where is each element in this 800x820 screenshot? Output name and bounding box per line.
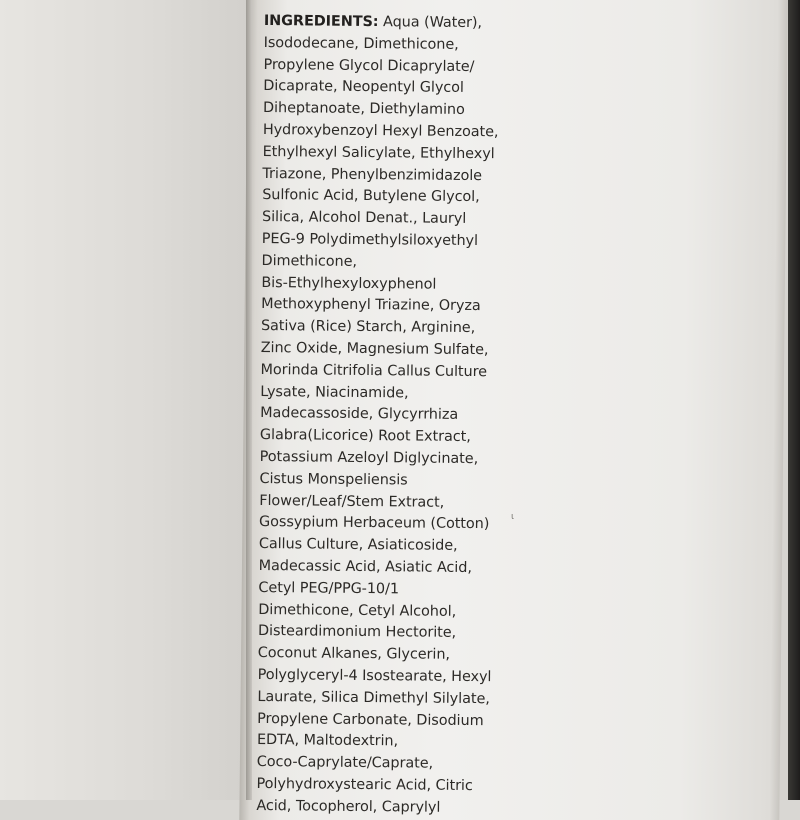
ingredient-line: Diheptanoate, Diethylamino xyxy=(262,100,465,119)
box-left-edge xyxy=(246,0,252,800)
ingredient-line: Propylene Glycol Dicaprylate/ xyxy=(263,56,475,75)
ingredient-line: Laurate, Silica Dimethyl Silylate, xyxy=(257,688,490,707)
ingredients-heading: INGREDIENTS: xyxy=(263,12,379,31)
ingredients-label xyxy=(256,11,554,820)
ingredient-line: Dicaprate, Neopentyl Glycol xyxy=(263,78,464,97)
ingredient-line: Isododecane, Dimethicone, xyxy=(263,34,459,53)
ingredient-line: Methoxyphenyl Triazine, Oryza xyxy=(261,296,481,315)
ingredient-line: Disteardimonium Hectorite, xyxy=(257,623,457,642)
ingredient-line: Glabra(Licorice) Root Extract, xyxy=(259,427,471,446)
ingredient-line: Sativa (Rice) Starch, Arginine, xyxy=(260,318,476,337)
ingredient-line: Cetyl PEG/PPG-10/1 xyxy=(258,579,400,598)
ingredient-line: Silica, Alcohol Denat., Lauryl xyxy=(261,209,467,228)
ingredient-line: Coconut Alkanes, Glycerin, xyxy=(257,645,451,663)
ingredient-line: Callus Culture, Asiaticoside, xyxy=(258,536,458,555)
ingredient-line: Coco-Caprylate/Caprate, xyxy=(256,754,434,772)
ingredient-line: Bis-Ethylhexyloxyphenol xyxy=(261,274,437,293)
background-surface xyxy=(0,0,250,800)
ingredient-line: Morinda Citrifolia Callus Culture xyxy=(260,361,488,380)
ingredient-line: Madecassoside, Glycyrrhiza xyxy=(260,405,459,424)
ingredient-line: Zinc Oxide, Magnesium Sulfate, xyxy=(260,339,489,359)
ingredient-line: Propylene Carbonate, Disodium xyxy=(257,710,484,729)
ingredient-line: Aqua (Water), xyxy=(382,14,483,32)
ingredient-line: Cistus Monspeliensis xyxy=(259,470,408,489)
ingredient-line: PEG-9 Polydimethylsiloxyethyl xyxy=(261,230,479,250)
ingredient-line: Madecassic Acid, Asiatic Acid, xyxy=(258,557,472,576)
ingredient-line: Polyglyceryl-4 Isostearate, Hexyl xyxy=(257,666,492,686)
ingredient-line: Dimethicone, Cetyl Alcohol, xyxy=(258,601,457,620)
ingredient-line: Lysate, Niacinamide, xyxy=(260,383,409,401)
ingredient-line: Polyhydroxystearic Acid, Citric xyxy=(256,775,473,794)
ingredient-line: EDTA, Maltodextrin, xyxy=(256,732,399,750)
ingredient-line: Triazone, Phenylbenzimidazole xyxy=(262,165,483,184)
ingredient-line: Acid, Tocopherol, Caprylyl xyxy=(256,797,441,816)
ingredient-line: Ethylhexyl Salicylate, Ethylhexyl xyxy=(262,143,495,163)
ingredient-line: Dimethicone, xyxy=(261,252,358,270)
ingredient-line: Flower/Leaf/Stem Extract, xyxy=(259,492,445,511)
ingredient-line: Potassium Azeloyl Diglycinate, xyxy=(259,448,479,468)
ingredient-line: Sulfonic Acid, Butylene Glycol, xyxy=(262,187,480,206)
ingredient-line: Hydroxybenzoyl Hexyl Benzoate, xyxy=(262,121,499,141)
ingredient-line: Gossypium Herbaceum (Cotton) xyxy=(259,514,490,533)
ingredients-first-line xyxy=(264,11,554,36)
dark-right-edge xyxy=(788,0,800,800)
print-speck: ɩ xyxy=(511,512,515,522)
